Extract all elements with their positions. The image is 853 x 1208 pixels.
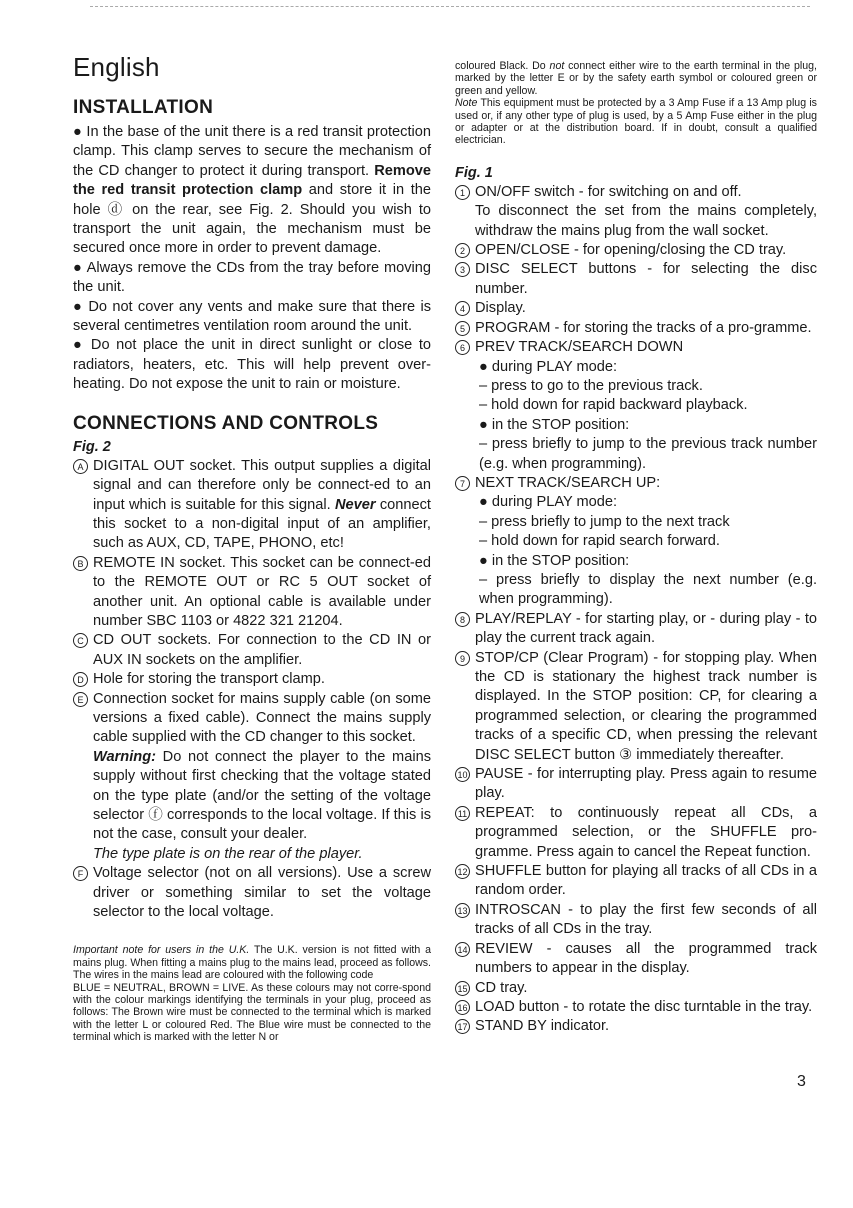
installation-paragraph-4: ● Do not place the unit in direct sunlight or close to radiators, heaters, etc. This will help prevent over-heating. Do not expose the unit to rain or moisture. bbox=[73, 337, 431, 393]
item-marker: E bbox=[73, 692, 88, 707]
item-line: ● in the STOP position: bbox=[479, 416, 630, 433]
connections-heading: CONNECTIONS AND CONTROLS bbox=[73, 412, 379, 434]
item-marker: 15 bbox=[455, 981, 470, 996]
item-emphasis: Never bbox=[334, 496, 376, 513]
connection-item-d bbox=[73, 670, 431, 689]
control-item-3 bbox=[455, 260, 817, 299]
item-line: – press briefly to display the next number (e.g. when programming). bbox=[479, 571, 817, 608]
installation-p1-bold: Remove the red transit protection clamp bbox=[73, 162, 431, 199]
item-line: – press briefly to jump to the next track bbox=[479, 513, 730, 530]
item-line: PAUSE - for interrupting play. Press again to resume play. bbox=[475, 766, 817, 802]
note-text: This equipment must be protected by a 3 Amp Fuse if a 13 Amp plug is used or, if any other type of plug is used, by a 5 Amp Fuse either in the plug or adapter or at the distribution board. If in doubt, consult a qualified electrician. bbox=[455, 97, 817, 147]
item-line: ● in the STOP position: bbox=[479, 552, 630, 569]
uk-cont-text: coloured Black. Do bbox=[455, 60, 546, 72]
item-text: CD OUT sockets. For connection to the CD IN or AUX IN sockets on the amplifier. bbox=[93, 632, 431, 668]
uk-cont-text-2: connect either wire to the earth terminal in the plug, marked by the letter E or by the safety earth symbol or coloured green or green and yellow. bbox=[455, 60, 817, 97]
right-column bbox=[455, 60, 817, 1037]
item-marker: 3 bbox=[455, 262, 470, 277]
item-line: LOAD button - to rotate the disc turntable in the tray. bbox=[475, 998, 813, 1015]
item-marker: 5 bbox=[455, 321, 470, 336]
item-marker: 11 bbox=[455, 806, 470, 821]
controls-list bbox=[455, 183, 817, 1037]
item-text: REMOTE IN socket. This socket can be connect-ed to the REMOTE OUT or RC 5 OUT socket of another unit. An optional cable is available under number SBC 1103 or 4822 321 21204. bbox=[93, 554, 431, 629]
uk-note-lead: Important note for users in the U.K. bbox=[73, 944, 250, 957]
item-line: – hold down for rapid search forward. bbox=[479, 533, 720, 550]
control-item-12 bbox=[455, 862, 817, 901]
uk-cont-emphasis: not bbox=[549, 60, 565, 72]
item-marker: A bbox=[73, 459, 88, 474]
connection-item-f bbox=[73, 864, 431, 922]
item-line: To disconnect the set from the mains completely, withdraw the mains plug from the wall socket. bbox=[475, 203, 817, 239]
item-marker: 14 bbox=[455, 942, 470, 957]
item-line: PREV TRACK/SEARCH DOWN bbox=[475, 339, 684, 356]
item-marker: 8 bbox=[455, 612, 470, 627]
item-marker: 16 bbox=[455, 1000, 470, 1015]
item-line: ● during PLAY mode: bbox=[479, 358, 618, 375]
item-text: Connection socket for mains supply cable (on some versions a fixed cable). Connect the mains supply cable supplied with the CD changer to this socket. bbox=[93, 690, 431, 746]
warning-text: Do not connect the player to the mains supply without first checking that the voltage stated on the type plate (and/or the setting of the voltage selector ⓕ corresponds to the local voltage. If this is not the case, consult your dealer. bbox=[93, 748, 431, 843]
item-line: – press briefly to jump to the previous track number (e.g. when programming). bbox=[479, 436, 817, 472]
installation-paragraph-1 bbox=[73, 123, 431, 259]
fig-1-label: Fig. 1 bbox=[455, 164, 493, 181]
installation-paragraph-3: ● Do not cover any vents and make sure that there is several centimetres ventilation room around the unit. bbox=[73, 298, 431, 335]
item-marker: 12 bbox=[455, 864, 470, 879]
connection-item-a bbox=[73, 457, 431, 554]
item-text: Hole for storing the transport clamp. bbox=[93, 671, 325, 688]
item-line: STAND BY indicator. bbox=[475, 1018, 610, 1035]
item-marker: 13 bbox=[455, 903, 470, 918]
item-line: REVIEW - causes all the programmed track numbers to appear in the display. bbox=[475, 940, 817, 977]
control-item-1 bbox=[455, 183, 817, 241]
item-line: ON/OFF switch - for switching on and off. bbox=[475, 183, 742, 200]
page-number: 3 bbox=[797, 1073, 806, 1090]
item-marker: 9 bbox=[455, 651, 470, 666]
control-item-14 bbox=[455, 940, 817, 979]
uk-note-1 bbox=[73, 944, 431, 981]
note-lead: Note bbox=[455, 97, 478, 110]
item-marker: B bbox=[73, 556, 88, 571]
item-line: OPEN/CLOSE - for opening/closing the CD tray. bbox=[475, 242, 787, 259]
connection-item-b bbox=[73, 554, 431, 632]
connection-item-c bbox=[73, 631, 431, 670]
item-line: PROGRAM - for storing the tracks of a pro-gramme. bbox=[475, 319, 812, 336]
item-marker: 1 bbox=[455, 185, 470, 200]
item-marker: 6 bbox=[455, 340, 470, 355]
item-marker: D bbox=[73, 672, 88, 687]
item-text: Voltage selector (not on all versions). Use a screw driver or something similar to set the voltage selector to the local voltage. bbox=[93, 865, 431, 921]
item-line: SHUFFLE button for playing all tracks of all CDs in a random order. bbox=[475, 863, 817, 899]
control-item-2 bbox=[455, 241, 817, 260]
installation-paragraph-2: ● Always remove the CDs from the tray before moving the unit. bbox=[73, 259, 431, 296]
item-text: DIGITAL OUT socket. This output supplies a digital signal and can therefore only be connect-ed to an input which is suitable for this signal. bbox=[93, 457, 431, 513]
item-line: NEXT TRACK/SEARCH UP: bbox=[475, 474, 661, 491]
language-title: English bbox=[73, 52, 160, 82]
control-item-5 bbox=[455, 319, 817, 338]
item-marker: 2 bbox=[455, 243, 470, 258]
control-item-6 bbox=[455, 338, 817, 474]
item-marker: 10 bbox=[455, 767, 470, 782]
fuse-note bbox=[455, 97, 817, 147]
item-line: INTROSCAN - to play the first few seconds of all tracks of all CDs in the tray. bbox=[475, 901, 817, 938]
control-item-15 bbox=[455, 979, 817, 998]
fig-2-label: Fig. 2 bbox=[73, 438, 111, 455]
control-item-10 bbox=[455, 765, 817, 804]
item-marker: 7 bbox=[455, 476, 470, 491]
item-line: – hold down for rapid backward playback. bbox=[479, 397, 748, 414]
warning-label: Warning: bbox=[93, 748, 156, 765]
item-marker: 4 bbox=[455, 301, 470, 316]
item-line: REPEAT: to continuously repeat all CDs, a programmed selection, or the SHUFFLE pro-gramme. Press again to cancel the Repeat function. bbox=[475, 804, 817, 860]
installation-p1-text-cont: and store it in the hole ⓓ on the rear, see Fig. 2. Should you wish to transport the unit again, the mechanism must be secured once more in order to prevent damage. bbox=[73, 182, 431, 257]
item-marker: C bbox=[73, 633, 88, 648]
connection-item-e bbox=[73, 690, 431, 865]
left-column bbox=[73, 52, 431, 1044]
control-item-8 bbox=[455, 610, 817, 649]
item-text-cont: connect this socket to a non-digital input of an amplifier, such as AUX, CD, TAPE, PHONO, etc! bbox=[93, 496, 431, 552]
control-item-17 bbox=[455, 1017, 817, 1036]
control-item-9 bbox=[455, 649, 817, 765]
item-line: PLAY/REPLAY - for starting play, or - during play - to play the current track again. bbox=[475, 610, 817, 647]
installation-heading: INSTALLATION bbox=[73, 97, 214, 118]
scan-artifact-top bbox=[90, 6, 810, 10]
type-plate-note: The type plate is on the rear of the player. bbox=[93, 845, 363, 862]
item-line: STOP/CP (Clear Program) - for stopping play. When the CD is stationary the highest track number is displayed. In the STOP position: CP, for clearing a programmed selection, or clearing the programmed tracks of a specific CD, when pressing the relevant DISC SELECT button ③ immediately thereafter. bbox=[475, 649, 817, 763]
item-line: – press to go to the previous track. bbox=[479, 377, 703, 394]
control-item-4 bbox=[455, 299, 817, 318]
installation-p1-text: ● In the base of the unit there is a red transit protection clamp. This clamp serves to secure the mechanism of the CD changer to protect it during transport. bbox=[73, 124, 431, 179]
item-marker: 17 bbox=[455, 1019, 470, 1034]
uk-note-continuation bbox=[455, 60, 817, 97]
control-item-11 bbox=[455, 804, 817, 862]
control-item-7 bbox=[455, 474, 817, 610]
control-item-16 bbox=[455, 998, 817, 1017]
uk-note-text: The U.K. version is not fitted with a mains plug. When fitting a mains plug to the mains lead, proceed as follows. The wires in the mains lead are coloured with the following code bbox=[73, 944, 432, 982]
uk-note-2: BLUE = NEUTRAL, BROWN = LIVE. As these colours may not corre-spond with the colour markings identifying the terminals in your plug, proceed as follows: The Brown wire must be connected to the terminal which is marked with the letter L or coloured Red. The Blue wire must be connected to the terminal which is marked with the letter N or bbox=[73, 981, 431, 1044]
item-line: DISC SELECT buttons - for selecting the disc number. bbox=[475, 261, 817, 297]
item-line: ● during PLAY mode: bbox=[479, 494, 618, 511]
item-line: Display. bbox=[475, 300, 526, 317]
item-marker: F bbox=[73, 866, 88, 881]
item-line: CD tray. bbox=[475, 979, 528, 996]
control-item-13 bbox=[455, 901, 817, 940]
